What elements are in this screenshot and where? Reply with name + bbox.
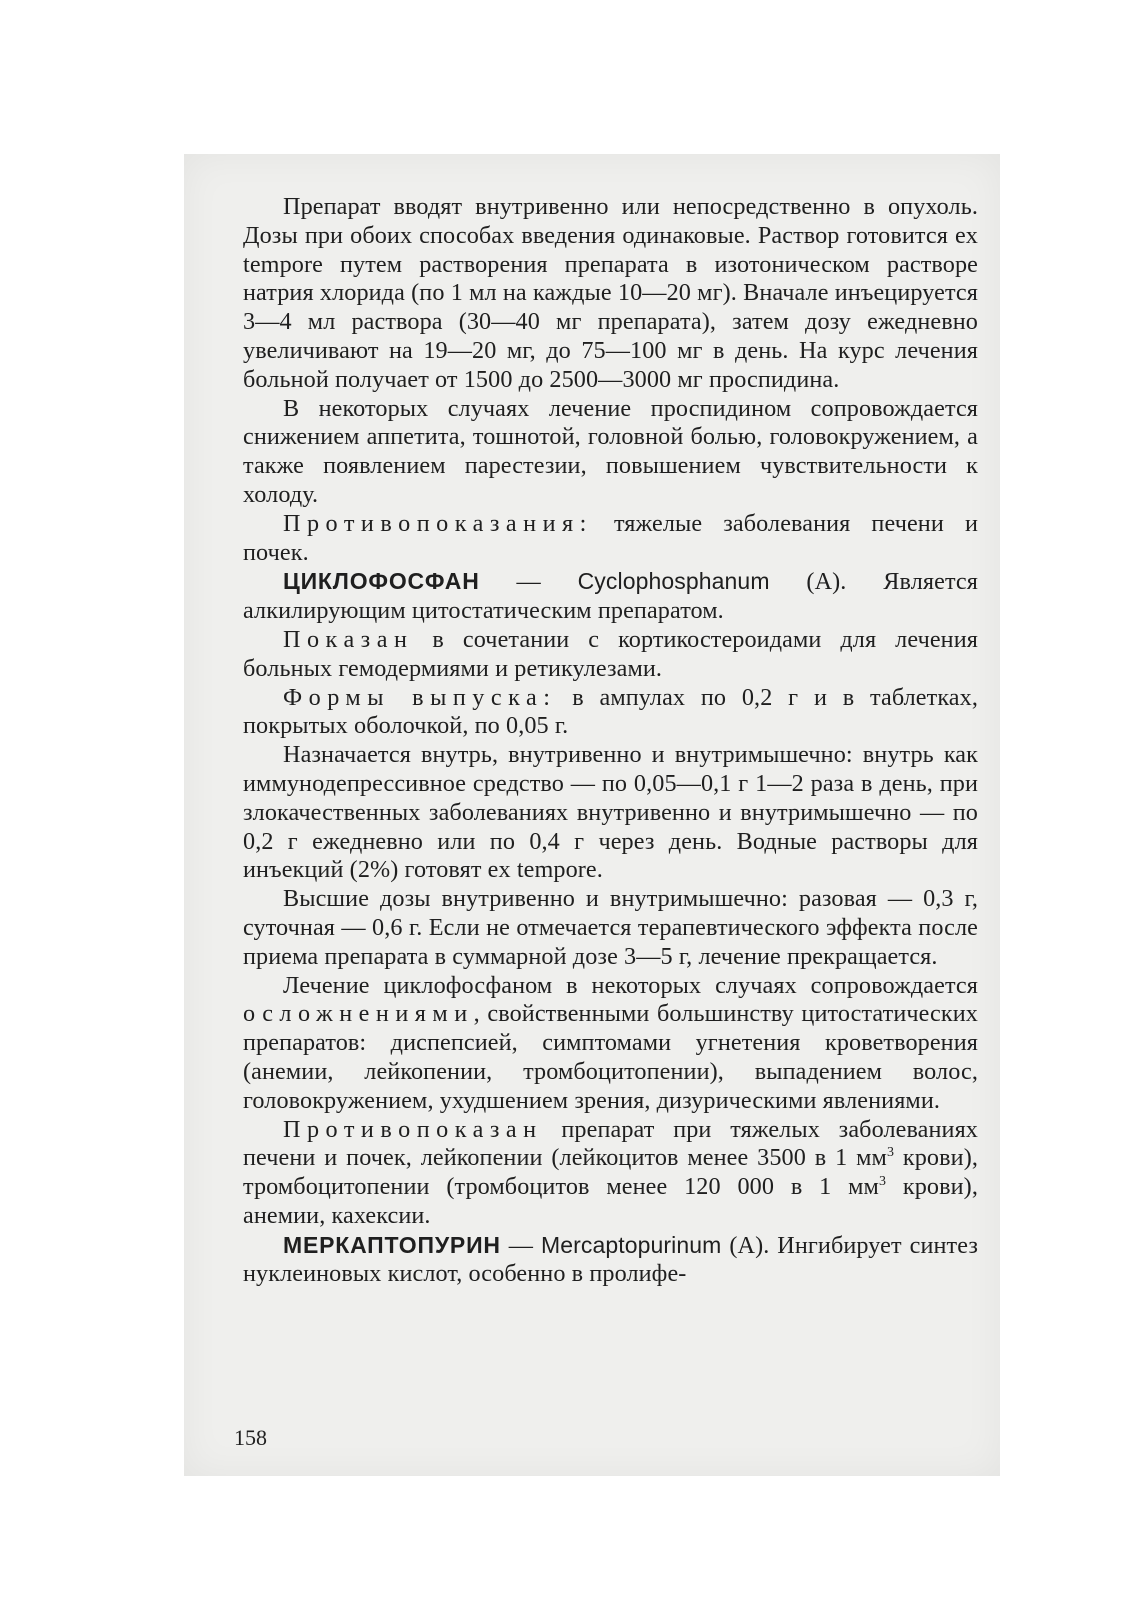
spaced-term: Противопоказания:	[283, 509, 593, 537]
latin-name: Mercaptopurinum	[540, 1231, 722, 1258]
paragraph-contraindicated	[243, 1116, 978, 1231]
page-number: 158	[234, 1425, 267, 1450]
paragraph-text: , свойственными большинству цитостатических препаратов: диспепсией, симптомами угнетения кроветворения (анемии, лейкопении, тромбоцитопении), выпадением волос, головокружением, ухудшением зрения, дизурическими явлениями.	[243, 1000, 978, 1114]
paragraph-text: в ампулах по 0,2 г и в таблетках, покрытых оболочкой, по 0,05 г.	[243, 683, 978, 740]
page-body	[243, 193, 978, 1289]
paragraph-text: Лечение циклофосфаном в некоторых случаях сопровождается	[283, 971, 978, 999]
spaced-term: Формы выпуска:	[283, 683, 557, 711]
paragraph-text: тяжелые заболевания печени и почек.	[243, 509, 978, 566]
paragraph-text: крови), тромбоцитопении (тромбоцитов менее 120 000 в 1 мм	[243, 1144, 978, 1201]
paragraph-complications	[243, 972, 978, 1116]
paragraph-dosage	[243, 741, 978, 885]
paragraph-side-effects	[243, 395, 978, 510]
paragraph-text: Назначается внутрь, внутривенно и внутримышечно: внутрь как иммунодепрессивное средство — по 0,05—0,1 г 1—2 раза в день, при злокачественных заболеваниях внутривенно и внутримышечно — по 0,2 г ежедневно или по 0,4 г через день. Водные растворы для инъекций (2%) готовят ex tempore.	[243, 741, 978, 884]
latin-name: Cyclophosphanum	[577, 568, 770, 595]
paragraph-text: препарат при тяжелых заболеваниях печени и почек, лейкопении (лейкоцитов менее 3500 в 1 мм	[243, 1115, 978, 1172]
paragraph-administration	[243, 193, 978, 395]
paragraph-text: в сочетании с кортикостероидами для лечения больных гемодермиями и ретикулезами.	[243, 625, 978, 682]
paragraph-indications	[243, 626, 978, 684]
entry-cyclophosphan	[243, 567, 978, 626]
drug-title: МЕРКАПТОПУРИН	[283, 1231, 501, 1258]
spaced-term: осложнениями	[243, 1000, 474, 1028]
paragraph-text: Высшие дозы внутривенно и внутримышечно: разовая — 0,3 г, суточная — 0,6 г. Если не отмечается терапевтического эффекта после приема препарата в суммарной дозе 3—5 г, лечение прекращается.	[243, 885, 978, 970]
title-dash: —	[479, 568, 578, 596]
paragraph-max-doses	[243, 885, 978, 971]
paragraph-release-forms	[243, 684, 978, 742]
paragraph-text: (А). Ингибирует синтез нуклеиновых кислот, особенно в пролифе-	[243, 1231, 978, 1288]
paragraph-text: Препарат вводят внутривенно или непосредственно в опухоль. Дозы при обоих способах введения одинаковые. Раствор готовится ex tempore путем растворения препарата в изотоническом растворе натрия хлорида (по 1 мл на каждые 10—20 мг). Вначале инъецируется 3—4 мл раствора (30—40 мг препарата), затем дозу ежедневно увеличивают на 19—20 мг, до 75—100 мг в день. На курс лечения больной получает от 1500 до 2500—3000 мг проспидина.	[243, 193, 978, 393]
spaced-term: Показан	[283, 625, 414, 653]
drug-title: ЦИКЛОФОСФАН	[283, 568, 480, 595]
paragraph-contraindications	[243, 510, 978, 568]
paragraph-text: крови), анемии, кахексии.	[243, 1173, 978, 1229]
entry-mercaptopurine	[243, 1231, 978, 1290]
superscript: 3	[878, 1174, 887, 1190]
superscript: 3	[886, 1145, 895, 1161]
paragraph-text: В некоторых случаях лечение проспидином сопровождается снижением аппетита, тошнотой, головной болью, головокружением, а также появлением парестезии, повышением чувствительности к холоду.	[243, 394, 978, 508]
title-dash: —	[500, 1231, 541, 1259]
spaced-term: Противопоказан	[283, 1115, 543, 1143]
paragraph-text: (А). Является алкилирующим цитостатическим препаратом.	[243, 568, 978, 625]
